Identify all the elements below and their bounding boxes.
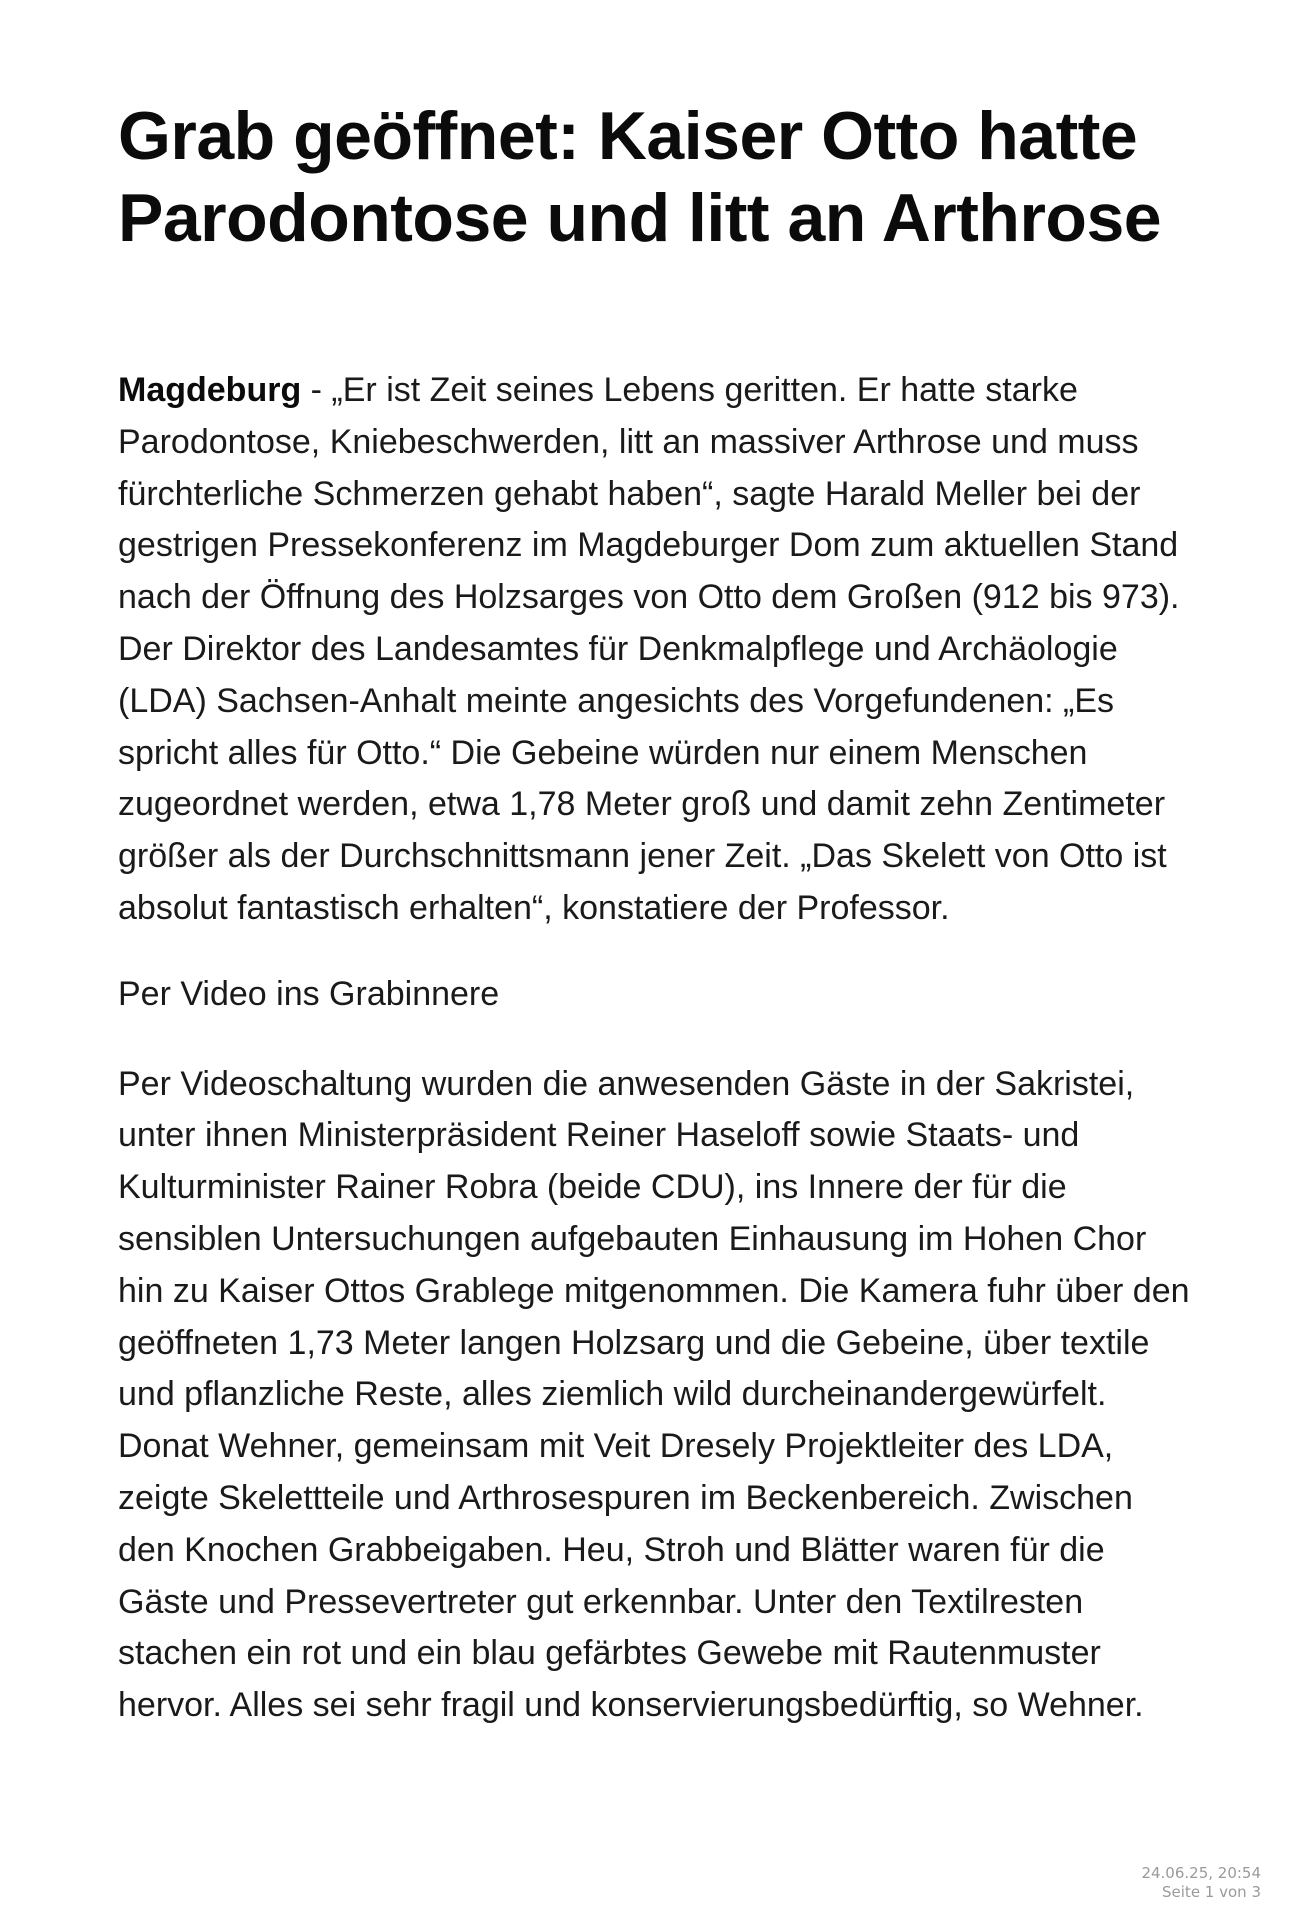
dateline: Magdeburg (118, 371, 302, 409)
print-footer (1141, 1864, 1261, 1902)
body-paragraph: Per Videoschaltung wurden die anwesenden Gäste in der Sakristei, unter ihnen Ministerpräsident Reiner Haseloff sowie Staats- und Kulturminister Rainer Robra (beide CDU), ins Innere der für die sensiblen Untersuchungen aufgebauten Einhausung im Hohen Chor hin zu Kaiser Ottos Grablege mitgenommen. Die Kamera fuhr über den geöffneten 1,73 Meter langen Holzsarg und die Gebeine, über textile und pflanzliche Reste, alles ziemlich wild durcheinandergewürfelt. Donat Wehner, gemeinsam mit Veit Dresely Projektleiter des LDA, zeigte Skelettteile und Arthrosespuren im Beckenbereich. Zwischen den Knochen Grabbeigaben. Heu, Stroh und Blätter waren für die Gäste und Pressevertreter gut erkennbar. Unter den Textilresten stachen ein rot und ein blau gefärbtes Gewebe mit Rautenmuster hervor. Alles sei sehr fragil und konservierungsbedürftig, so Wehner. (118, 1064, 1190, 1725)
subheading: Per Video ins Grabinnere (118, 974, 500, 1013)
article (118, 95, 1198, 1732)
print-timestamp: 24.06.25, 20:54 (1141, 1864, 1261, 1882)
page-indicator: Seite 1 von 3 (1162, 1883, 1261, 1901)
article-title: Grab geöffnet: Kaiser Otto hatte Parodontose und litt an Arthrose (118, 98, 1162, 256)
lead-text: - „Er ist Zeit seines Lebens geritten. Er hatte starke Parodontose, Kniebeschwerden, litt an massiver Arthrose und muss fürchterliche Schmerzen gehabt haben“, sagte Harald Meller bei der gestrigen Pressekonferenz im Magdeburger Dom zum aktuellen Stand nach der Öffnung des Holzsarges von Otto dem Großen (912 bis 973). Der Direktor des Landesamtes für Denkmalpflege und Archäologie (LDA) Sachsen-Anhalt meinte angesichts des Vorgefundenen: „Es spricht alles für Otto.“ Die Gebeine würden nur einem Menschen zugeordnet werden, etwa 1,78 Meter groß und damit zehn Zentimeter größer als der Durchschnittsmann jener Zeit. „Das Skelett von Otto ist absolut fantastisch erhalten“, konstatiere der Professor. (118, 371, 1180, 927)
lead-paragraph (118, 365, 1198, 935)
